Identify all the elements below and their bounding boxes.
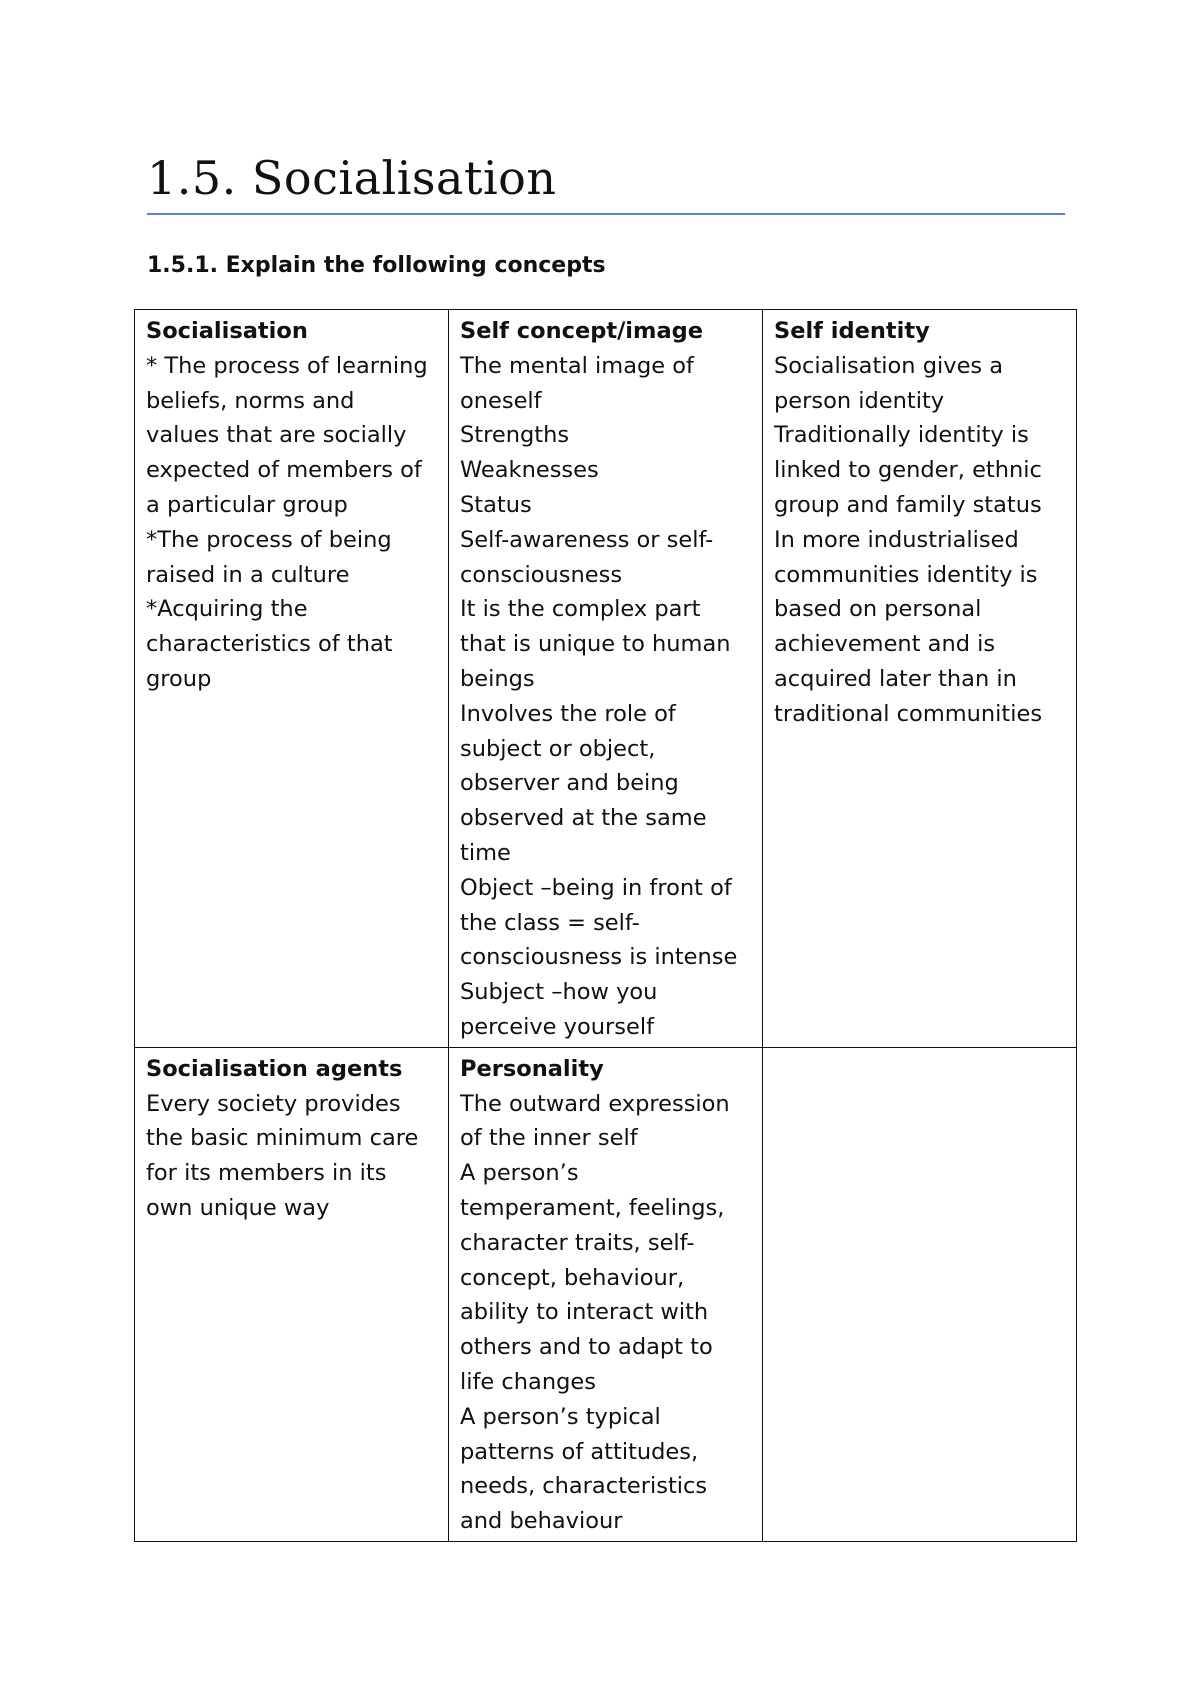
cell-text-line: life changes bbox=[460, 1368, 596, 1395]
cell-text-line: achievement and is bbox=[774, 631, 996, 658]
cell-text-line: concept, behaviour, bbox=[460, 1264, 685, 1291]
cell-text-line: group and family status bbox=[774, 491, 1042, 518]
cell-text-line: Weaknesses bbox=[460, 457, 599, 484]
cell-text-line: that is unique to human bbox=[460, 631, 731, 658]
cell-text-line: temperament, feelings, bbox=[460, 1194, 725, 1221]
cell-text-line: the basic minimum care bbox=[146, 1125, 419, 1152]
cell-text-line: oneself bbox=[460, 387, 542, 414]
cell-text-line: Status bbox=[460, 491, 532, 518]
cell-text-line: for its members in its bbox=[146, 1160, 387, 1187]
cell-text-line: communities identity is bbox=[774, 561, 1038, 588]
cell-text-line: time bbox=[460, 839, 511, 866]
cell-text-line: a particular group bbox=[146, 491, 348, 518]
cell-text-line: The mental image of bbox=[460, 352, 694, 379]
cell-text-line: others and to adapt to bbox=[460, 1334, 713, 1361]
table-cell bbox=[135, 310, 449, 1048]
table-row bbox=[135, 1047, 1077, 1541]
cell-text-line: linked to gender, ethnic bbox=[774, 457, 1042, 484]
section-heading: 1.5.1. Explain the following concepts bbox=[147, 253, 606, 278]
cell-text-line: beings bbox=[460, 665, 535, 692]
table-cell bbox=[763, 1047, 1077, 1541]
cell-text-line: *Acquiring the bbox=[146, 596, 308, 623]
cell-text-line: Involves the role of bbox=[460, 700, 676, 727]
cell-text-line: character traits, self- bbox=[460, 1229, 695, 1256]
cell-text-line: traditional communities bbox=[774, 700, 1043, 727]
cell-text-line: of the inner self bbox=[460, 1125, 638, 1152]
cell-text-line: Object –being in front of bbox=[460, 874, 732, 901]
cell-text-line: person identity bbox=[774, 387, 945, 414]
cell-text-line: subject or object, bbox=[460, 735, 656, 762]
cell-text-line: A person’s bbox=[460, 1160, 579, 1187]
cell-text-line: expected of members of bbox=[146, 457, 422, 484]
cell-text-line: raised in a culture bbox=[146, 561, 350, 588]
cell-text-line: the class = self- bbox=[460, 909, 640, 936]
cell-text-line: beliefs, norms and bbox=[146, 387, 355, 414]
cell-text-line: ability to interact with bbox=[460, 1299, 709, 1326]
cell-text-line: perceive yourself bbox=[460, 1013, 654, 1040]
cell-text-line: consciousness bbox=[460, 561, 623, 588]
cell-text-line: Socialisation gives a bbox=[774, 352, 1004, 379]
table-cell bbox=[449, 1047, 763, 1541]
table-cell bbox=[449, 310, 763, 1048]
cell-text-line: The outward expression bbox=[460, 1090, 730, 1117]
cell-text-line: Every society provides bbox=[146, 1090, 401, 1117]
page-title: 1.5. Socialisation bbox=[147, 151, 557, 205]
cell-text-line: own unique way bbox=[146, 1194, 330, 1221]
cell-text-line: *The process of being bbox=[146, 526, 392, 553]
title-underline bbox=[147, 213, 1065, 215]
cell-text-line: In more industrialised bbox=[774, 526, 1019, 553]
cell-text-line: * The process of learning bbox=[146, 352, 428, 379]
cell-text-line: values that are socially bbox=[146, 422, 407, 449]
cell-text-line: needs, characteristics bbox=[460, 1473, 708, 1500]
concepts-table-body bbox=[135, 310, 1077, 1542]
cell-text-line: Traditionally identity is bbox=[774, 422, 1029, 449]
cell-text-line: Strengths bbox=[460, 422, 570, 449]
cell-text-line: Subject –how you bbox=[460, 979, 658, 1006]
cell-text-line: acquired later than in bbox=[774, 665, 1017, 692]
cell-text-line: consciousness is intense bbox=[460, 944, 738, 971]
cell-heading: Self identity bbox=[774, 318, 930, 344]
table-cell bbox=[763, 310, 1077, 1048]
cell-text-line: A person’s typical bbox=[460, 1403, 661, 1430]
cell-text-line: It is the complex part bbox=[460, 596, 701, 623]
cell-text-line: and behaviour bbox=[460, 1508, 623, 1535]
cell-text-line: observer and being bbox=[460, 770, 679, 797]
table-cell bbox=[135, 1047, 449, 1541]
cell-text-line: group bbox=[146, 665, 212, 692]
cell-heading: Self concept/image bbox=[460, 318, 703, 344]
cell-heading: Personality bbox=[460, 1055, 604, 1082]
cell-text-line: characteristics of that bbox=[146, 631, 393, 658]
cell-text-line: based on personal bbox=[774, 596, 982, 623]
cell-text-line: Self-awareness or self- bbox=[460, 526, 714, 553]
cell-heading: Socialisation agents bbox=[146, 1055, 403, 1082]
cell-heading: Socialisation bbox=[146, 318, 308, 344]
cell-text-line: patterns of attitudes, bbox=[460, 1438, 699, 1465]
concepts-table bbox=[134, 309, 1077, 1542]
table-row bbox=[135, 310, 1077, 1048]
cell-text-line: observed at the same bbox=[460, 805, 707, 832]
